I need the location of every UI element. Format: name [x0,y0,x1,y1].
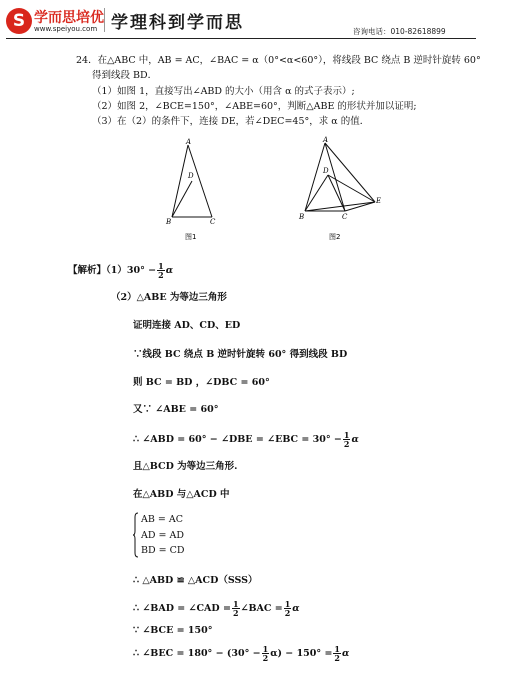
proof-step-9 [133,600,300,617]
denominator: 2 [284,608,291,618]
denominator: 2 [158,270,164,280]
question-line-1: 24．在△ABC 中，AB = AC，∠BAC = α（0°<α<60°），将线段 BC 绕点 B 逆时针旋转 60° [76,55,481,66]
fraction [333,645,341,662]
step9-mid: ∠BAC = [240,603,283,614]
fig2-label-b: B [299,213,305,221]
fig1-label-a: A [186,138,192,146]
proof-step-4: 又∵ ∠ABE = 60° [133,404,219,415]
part1-prefix: （1）30° − [106,265,157,276]
step5-prefix: ∴ ∠ABD = 60° − ∠DBE = ∠EBC = 30° − [133,434,342,445]
step9-prefix: ∴ ∠BAD = ∠CAD = [133,603,231,614]
proof-step-11 [133,645,349,662]
sub-question-3: （3）在（2）的条件下，连接 DE，若∠DEC=45°，求 α 的值． [92,116,370,127]
numerator: 1 [158,261,164,271]
step9-suffix: α [292,603,300,614]
proof-step-1: 证明连接 AD、CD、ED [133,320,241,331]
fraction [343,431,351,448]
brand-logo-icon: S [6,8,32,34]
denominator: 2 [343,439,350,449]
brand-slogan: 学理科到学而思 [111,13,244,33]
sub-question-1: （1）如图 1，直接写出∠ABD 的大小（用含 α 的式子表示）; [92,86,355,97]
proof-step-6: 且△BCD 为等边三角形. [133,461,238,472]
contact-phone: 咨询电话：010-82618899 [353,27,446,36]
brand-name: 学而思培优 [34,10,104,26]
question-line-2: 得到线段 BD． [92,70,158,81]
brand-url[interactable]: www.speiyou.com [34,25,98,33]
numerator: 1 [334,644,340,654]
solution-label: 【解析】 [68,265,107,276]
figure-2 [295,135,395,247]
fraction [157,262,165,279]
sub-question-2: （2）如图 2，∠BCE=150°，∠ABE=60°，判断△ABE 的形状并加以证明; [92,101,417,112]
system-brace [133,512,139,558]
step5-suffix: α [351,434,359,445]
fraction [284,600,292,617]
fraction [262,645,270,662]
figure-1 [160,135,230,247]
fig2-label-a: A [323,136,329,144]
fig2-label-d: D [323,167,329,175]
step11-mid: α) − 150° = [270,648,333,659]
solution-part-1 [68,262,173,279]
denominator: 2 [262,653,269,663]
proof-step-10: ∵ ∠BCE = 150° [133,625,213,636]
fig1-label-d: D [188,172,194,180]
fig2-label-c: C [342,213,348,221]
fig2-label-e: E [376,197,382,205]
fig1-label-b: B [166,218,172,226]
header-divider [104,8,105,32]
step11-suffix: α [342,648,350,659]
system-eq-3: BD = CD [141,545,185,556]
proof-step-7: 在△ABD 与△ACD 中 [133,489,230,500]
numerator: 1 [343,430,350,440]
numerator: 1 [232,599,239,609]
fig1-caption: 图1 [185,233,197,241]
denominator: 2 [334,653,340,663]
proof-step-3: 则 BC = BD ，∠DBC = 60° [133,377,270,388]
numerator: 1 [262,644,269,654]
proof-step-8: ∴ △ABD ≌ △ACD（SSS） [133,575,258,586]
part1-suffix: α [165,265,174,276]
fraction [232,600,240,617]
proof-step-5 [133,431,359,448]
header-rule [6,38,476,39]
system-eq-1: AB = AC [141,514,183,525]
proof-step-2: ∵线段 BC 绕点 B 逆时针旋转 60° 得到线段 BD [133,349,348,360]
fig1-label-c: C [210,218,216,226]
system-eq-2: AD = AD [141,530,184,541]
numerator: 1 [284,599,291,609]
denominator: 2 [232,608,239,618]
solution-part-2: （2）△ABE 为等边三角形 [111,292,227,303]
page-header [0,0,519,44]
fig2-caption: 图2 [329,233,341,241]
step11-prefix: ∴ ∠BEC = 180° − (30° − [133,648,261,659]
